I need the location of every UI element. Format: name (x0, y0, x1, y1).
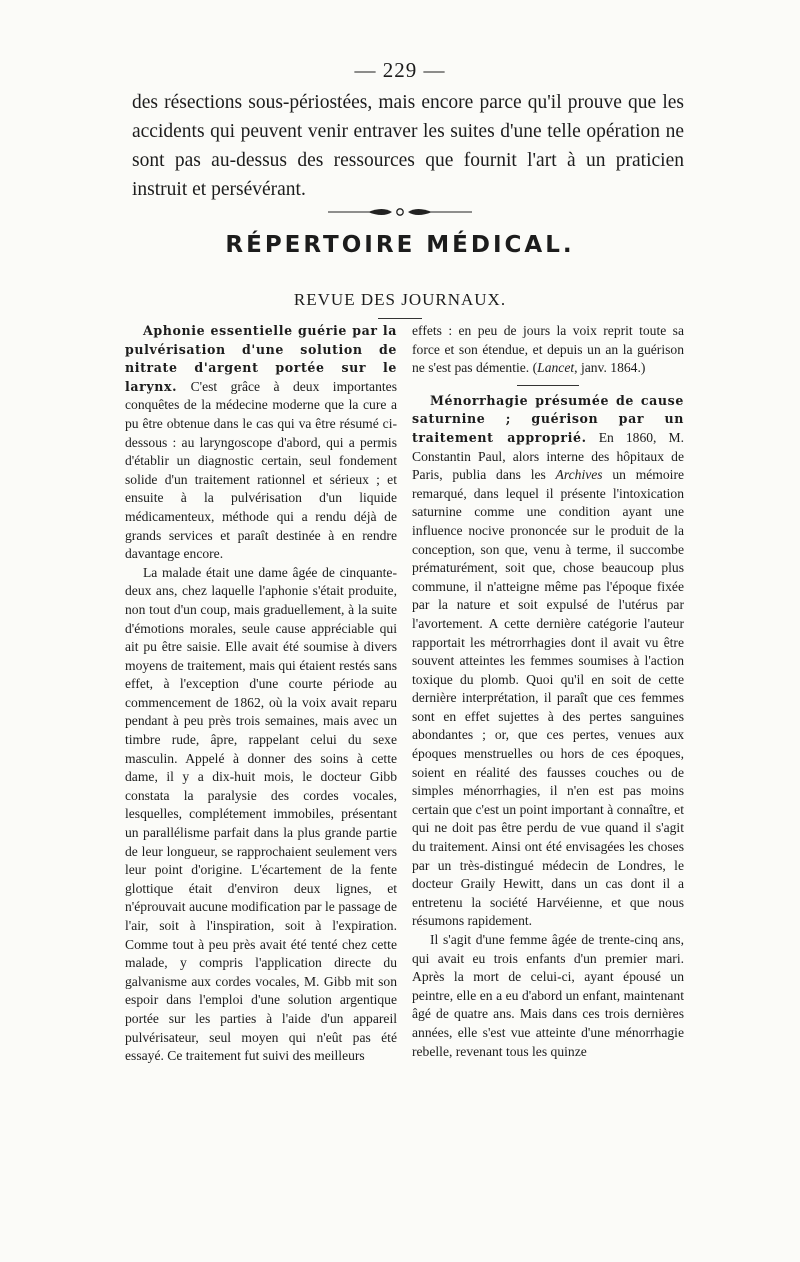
subsection-title: REVUE DES JOURNAUX. (293, 290, 507, 309)
left-column (125, 322, 397, 1066)
article-aphonie-case: La malade était une dame âgée de cinquante-deux ans, chez laquelle l'aphonie s'était produite, non tout d'un coup, mais graduellement, à la suite d'émotions morales, seule cause appréciable qui ait pu être saisie. Elle avait été soumise à divers moyens de traitement, mais qui étaient restés sans effet, à l'exception d'une courte période au commencement de 1862, où la voix avait reparu pendant à peu près trois semaines, mais avec un timbre rude, âpre, rappelant celui du sexe masculin. Appelé à donner des soins à cette dame, il y a dix-huit mois, le docteur Gibb constata la paralysie des cordes vocales, lesquelles, complétement immobiles, présentant un parallélisme parfait dans la plus grande partie de leur longueur, se rapprochaient seulement vers leur point d'origine. L'écartement de la fente glottique était d'environ deux lignes, et n'éprouvait aucune modification par le passage de l'air, soit à l'inspiration, soit à l'expiration. Comme tout à peu près avait été tenté chez cette malade, y compris l'application directe du galvanisme aux cordes vocales, M. Gibb mit son espoir dans l'emploi d'une solution argentique portée sur les parties à l'aide d'un appareil pulvérisateur, seul moyen qui n'eût pas été essayé. Ce traitement fut suivi des meilleurs (125, 564, 397, 1064)
source-journal-lancet: Lancet (537, 360, 575, 376)
page-number: — 229 — (354, 58, 446, 82)
section-title: RÉPERTOIRE MÉDICAL. (225, 232, 575, 258)
article-aphonie-intro (125, 322, 397, 564)
journal-archives: Archives (555, 467, 603, 483)
article-title-menorrhagie: Ménorrhagie présumée de cause saturnine ; guérison par un traitement approprié. (412, 392, 684, 445)
ornament-divider (328, 205, 472, 219)
right-column (412, 322, 684, 1061)
article-title-aphonie: Aphonie essentielle guérie par la pulvérisation d'une solution de nitrate d'argent portée sur le larynx. (125, 323, 397, 394)
subsection-rule (378, 318, 422, 319)
article-menorrhagie-case: Il s'agit d'une femme âgée de trente-cinq ans, qui avait eu trois enfants d'un premier mari. Après la mort de celui-ci, ayant épousé un peintre, elle en a eu d'abord un enfant, maintenant âgé de quatre ans. Mais dans ces trois dernières années, elle s'est vue atteinte d'une ménorrhagie rebelle, revenant tous les quinze (412, 932, 684, 1059)
article-aphonie-text: C'est grâce à deux importantes conquêtes de la médecine moderne que la cure a pu être obtenue dans le cas qui va être résumé ci-dessous : au laryngoscope d'abord, qui a permis d'établir un diagnostic certain, seul fondement solide d'un traitement rationnel et sérieux ; et ensuite à la pulvérisation d'un liquide médicamenteux, méthode qui a rendu déjà de grands services et paraît destinée à en rendre davantage encore. (125, 378, 397, 562)
intro-paragraph: des résections sous-périostées, mais encore parce qu'il prouve que les accidents qui peuvent venir entraver les suites d'une telle opération ne sont pas au-dessus des ressources que fournit l'art à un praticien instruit et persévérant. (132, 92, 684, 200)
article-aphonie-conclusion: effets : en peu de jours la voix reprit toute sa force et son étendue, et depuis un an la guérison ne s'est pas démentie. (Lancet, janv. 1864.) (412, 323, 684, 376)
article-menorrhagie-intro: Ménorrhagie présumée de cause saturnine ; guérison par un traitement approprié. En 1860, M. Constantin Paul, alors interne des hôpitaux de Paris, publia dans les Archives un mémoire remarqué, dans lequel il présente l'intoxication saturnine comme une condition ayant une influence nocive prononcée sur le produit de la conception, son que, venu à terme, il succombe prématurément, soit que, chose beaucoup plus commune, il n'atteigne même pas l'époque fixée par la nature et soit expulsé de l'utérus par l'avortement. A cette dernière catégorie l'auteur rapportait les métrorrhagies dont il avait vu être souvent atteintes les femmes soumises à l'action toxique du plomb. Quoi qu'il en soit de cette dernière interprétation, il paraît que ces femmes sont en effet sujettes à des pertes sanguines abondantes ; or, que ces pertes, venues aux époques menstruelles ou hors de ces époques, soient en réalité des fausses couches ou de simples ménorrhagies, il n'en est pas moins certain que c'est un point important à connaître, et qui ne doit pas être perdu de vue quand il s'agit du traitement. Ainsi ont été envisagées les choses par un très-distingué médecin de Londres, le docteur Graily Hewitt, dans un cas dont il a entretenu la société Harvéienne, et que nous résumons rapidement. (412, 392, 685, 929)
article-separator (517, 385, 579, 386)
